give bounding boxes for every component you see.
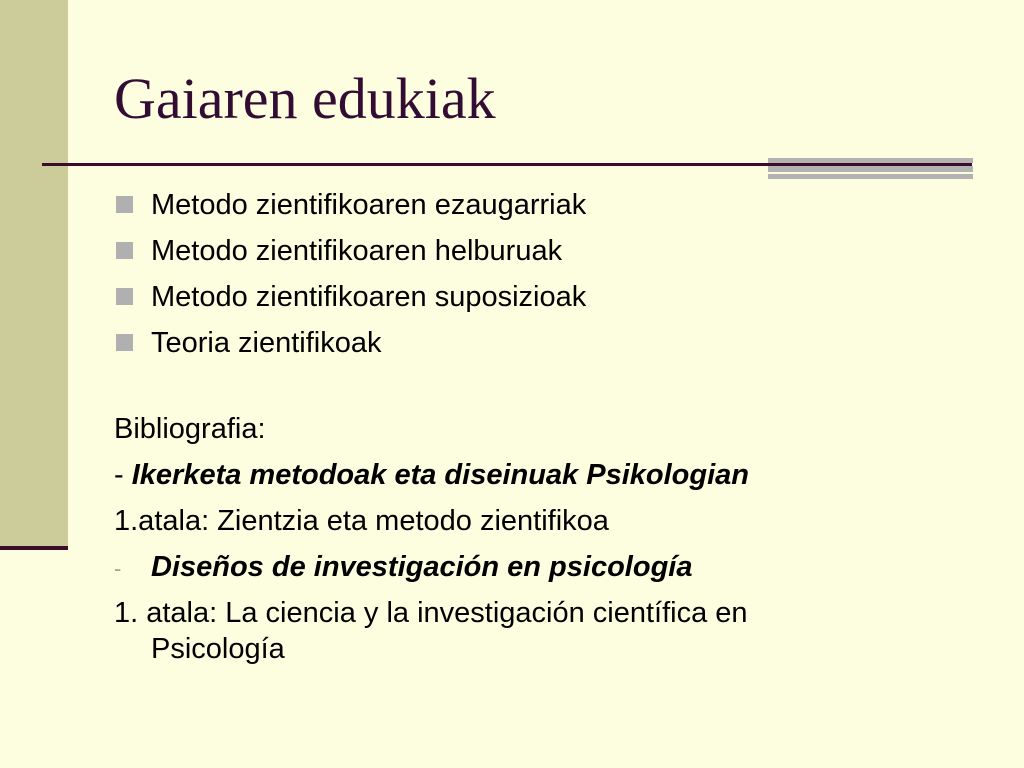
left-band-underline xyxy=(0,546,68,550)
list-item-text: Teoria zientifikoak xyxy=(151,327,382,359)
accent-bar xyxy=(768,166,973,172)
accent-bar xyxy=(768,158,973,163)
square-bullet-icon xyxy=(116,242,133,259)
bibliography-heading: Bibliografia: xyxy=(114,413,266,445)
list-item xyxy=(116,182,586,228)
slide-title: Gaiaren edukiak xyxy=(114,66,496,131)
topic-list xyxy=(116,182,586,366)
square-bullet-icon xyxy=(116,196,133,213)
book2-chapter-line2: Psicología xyxy=(151,633,285,665)
list-item xyxy=(116,274,586,320)
list-item-text: Metodo zientifikoaren suposizioak xyxy=(151,281,587,313)
accent-bar xyxy=(768,174,973,179)
book1-title: Ikerketa metodoak eta diseinuak Psikologian xyxy=(131,459,750,491)
book1-chapter: 1.atala: Zientzia eta metodo zientifikoa xyxy=(114,505,609,537)
square-bullet-icon xyxy=(116,288,133,305)
list-item-text: Metodo zientifikoaren ezaugarriak xyxy=(151,189,587,221)
book1-entry xyxy=(114,452,749,498)
list-item xyxy=(116,228,586,274)
book2-title: Diseños de investigación en psicología xyxy=(151,551,693,583)
square-bullet-icon xyxy=(116,334,133,351)
left-decorative-band xyxy=(0,0,68,546)
book2-dash-bullet: - xyxy=(114,556,122,581)
book2-entry xyxy=(114,544,692,592)
list-item-text: Metodo zientifikoaren helburuak xyxy=(151,235,563,267)
list-item xyxy=(116,320,586,366)
book1-dash: - xyxy=(114,459,132,491)
book2-chapter-line1: 1. atala: La ciencia y la investigación científica en xyxy=(114,597,748,629)
